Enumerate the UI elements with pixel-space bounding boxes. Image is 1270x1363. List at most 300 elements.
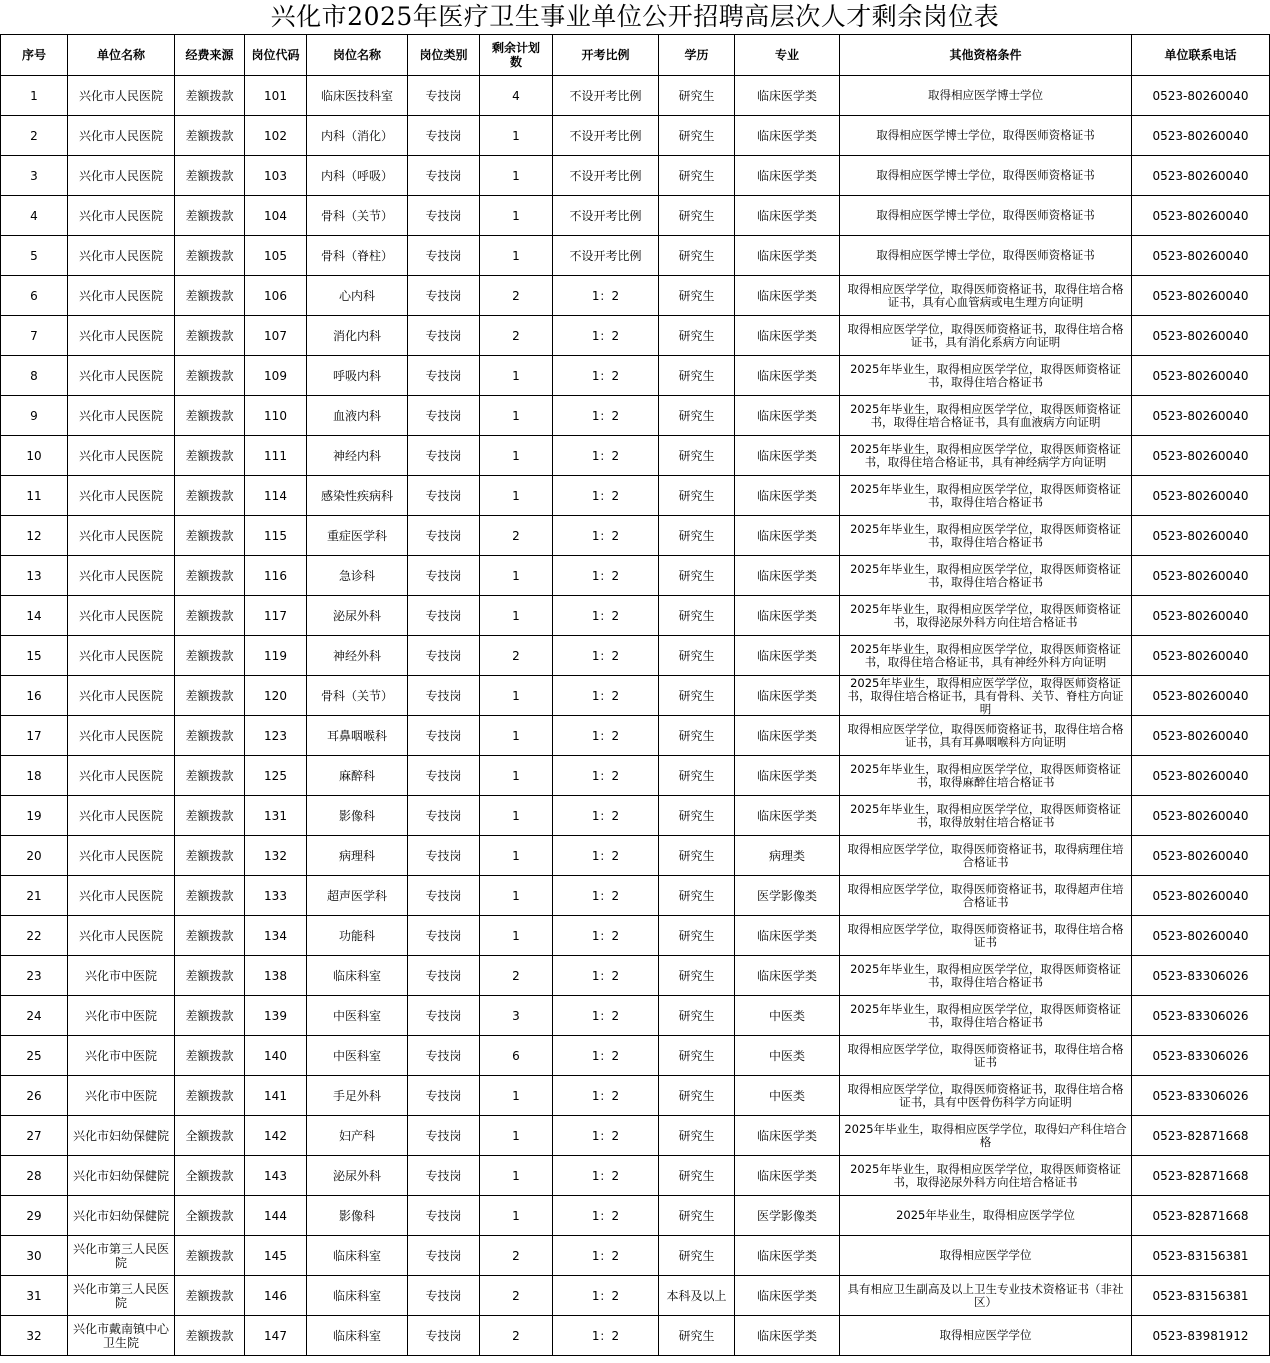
table-row [1, 1316, 1270, 1356]
table-row [1, 1276, 1270, 1316]
cell-post-type: 专技岗 [408, 1036, 480, 1076]
cell-phone: 0523-80260040 [1132, 356, 1270, 396]
col-header: 其他资格条件 [840, 35, 1132, 76]
cell-funding: 差额拨款 [175, 636, 245, 676]
conditions-text: 2025年毕业生，取得相应医学学位，取得医师资格证书，取得住培合格证书 [850, 1002, 1121, 1029]
cell-post-type: 专技岗 [408, 1076, 480, 1116]
cell-remaining: 1 [480, 796, 553, 836]
table-row [1, 1116, 1270, 1156]
cell-phone: 0523-80260040 [1132, 196, 1270, 236]
cell-post-name: 临床科室 [307, 956, 408, 996]
cell-post-name: 骨科（脊柱） [307, 236, 408, 276]
cell-post-code: 131 [245, 796, 307, 836]
conditions-text: 2025年毕业生，取得相应医学学位，取得医师资格证书，取得住培合格证书 [850, 562, 1121, 589]
cell-funding: 差额拨款 [175, 1276, 245, 1316]
cell-major: 临床医学类 [735, 556, 840, 596]
cell-unit-name: 兴化市人民医院 [68, 756, 175, 796]
cell-education: 研究生 [659, 1316, 735, 1356]
cell-ratio: 不设开考比例 [553, 236, 659, 276]
cell-education: 研究生 [659, 316, 735, 356]
conditions-text: 取得相应医学学位，取得医师资格证书，取得住培合格证书，具有消化系病方向证明 [847, 322, 1124, 349]
cell-major: 临床医学类 [735, 636, 840, 676]
table-row [1, 196, 1270, 236]
cell-unit-name: 兴化市人民医院 [68, 916, 175, 956]
cell-major: 临床医学类 [735, 1276, 840, 1316]
cell-post-type: 专技岗 [408, 636, 480, 676]
conditions-text: 取得相应医学学位 [939, 1249, 1032, 1262]
cell-post-type: 专技岗 [408, 596, 480, 636]
cell-funding: 全额拨款 [175, 1196, 245, 1236]
table-row [1, 316, 1270, 356]
cell-ratio: 1：2 [553, 796, 659, 836]
cell-unit-name: 兴化市人民医院 [68, 76, 175, 116]
cell-post-name: 感染性疾病科 [307, 476, 408, 516]
cell-ratio: 不设开考比例 [553, 196, 659, 236]
cell-post-name: 影像科 [307, 1196, 408, 1236]
table-row [1, 436, 1270, 476]
cell-index: 16 [1, 676, 68, 716]
cell-post-type: 专技岗 [408, 556, 480, 596]
cell-phone: 0523-80260040 [1132, 876, 1270, 916]
cell-unit-name: 兴化市人民医院 [68, 516, 175, 556]
cell-post-type: 专技岗 [408, 1316, 480, 1356]
cell-unit-name: 兴化市人民医院 [68, 836, 175, 876]
cell-post-type: 专技岗 [408, 436, 480, 476]
cell-unit-name: 兴化市妇幼保健院 [68, 1196, 175, 1236]
cell-education: 研究生 [659, 836, 735, 876]
cell-phone: 0523-80260040 [1132, 596, 1270, 636]
cell-ratio: 1：2 [553, 916, 659, 956]
cell-conditions [840, 436, 1132, 476]
conditions-text: 取得相应医学学位，取得医师资格证书，取得住培合格证书，具有耳鼻咽喉科方向证明 [847, 722, 1124, 749]
cell-remaining: 2 [480, 1236, 553, 1276]
cell-ratio: 1：2 [553, 1076, 659, 1116]
cell-funding: 全额拨款 [175, 1116, 245, 1156]
col-header: 经费来源 [175, 35, 245, 76]
conditions-text: 取得相应医学学位，取得医师资格证书，取得病理住培合格证书 [847, 842, 1124, 869]
cell-education: 研究生 [659, 1156, 735, 1196]
cell-funding: 差额拨款 [175, 236, 245, 276]
conditions-text: 取得相应医学博士学位，取得医师资格证书 [876, 129, 1095, 142]
cell-unit-name: 兴化市人民医院 [68, 796, 175, 836]
cell-post-type: 专技岗 [408, 476, 480, 516]
cell-post-name: 骨科（关节） [307, 196, 408, 236]
table-row [1, 156, 1270, 196]
cell-post-type: 专技岗 [408, 1276, 480, 1316]
table-row [1, 356, 1270, 396]
cell-index: 2 [1, 116, 68, 156]
cell-ratio: 1：2 [553, 716, 659, 756]
cell-ratio: 1：2 [553, 436, 659, 476]
cell-funding: 差额拨款 [175, 716, 245, 756]
cell-funding: 差额拨款 [175, 956, 245, 996]
cell-major: 临床医学类 [735, 1236, 840, 1276]
table-row [1, 116, 1270, 156]
cell-index: 9 [1, 396, 68, 436]
cell-education: 研究生 [659, 356, 735, 396]
cell-post-name: 呼吸内科 [307, 356, 408, 396]
cell-remaining: 2 [480, 516, 553, 556]
cell-conditions [840, 1236, 1132, 1276]
col-header: 序号 [1, 35, 68, 76]
col-header: 岗位名称 [307, 35, 408, 76]
cell-education: 研究生 [659, 556, 735, 596]
cell-funding: 差额拨款 [175, 556, 245, 596]
cell-ratio: 1：2 [553, 476, 659, 516]
cell-phone: 0523-80260040 [1132, 916, 1270, 956]
cell-index: 18 [1, 756, 68, 796]
cell-index: 22 [1, 916, 68, 956]
cell-remaining: 1 [480, 156, 553, 196]
cell-index: 26 [1, 1076, 68, 1116]
cell-post-code: 123 [245, 716, 307, 756]
cell-index: 11 [1, 476, 68, 516]
cell-conditions [840, 1196, 1132, 1236]
cell-remaining: 1 [480, 756, 553, 796]
cell-post-name: 病理科 [307, 836, 408, 876]
col-header: 单位名称 [68, 35, 175, 76]
cell-major: 临床医学类 [735, 956, 840, 996]
cell-education: 研究生 [659, 396, 735, 436]
positions-table [0, 34, 1270, 1356]
cell-ratio: 1：2 [553, 956, 659, 996]
cell-remaining: 1 [480, 356, 553, 396]
cell-education: 研究生 [659, 796, 735, 836]
conditions-text: 具有相应卫生副高及以上卫生专业技术资格证书（非社区） [847, 1282, 1124, 1309]
cell-index: 23 [1, 956, 68, 996]
cell-conditions [840, 556, 1132, 596]
table-row [1, 996, 1270, 1036]
cell-phone: 0523-82871668 [1132, 1116, 1270, 1156]
cell-post-name: 手足外科 [307, 1076, 408, 1116]
cell-ratio: 1：2 [553, 516, 659, 556]
cell-phone: 0523-80260040 [1132, 836, 1270, 876]
conditions-text: 取得相应医学学位，取得医师资格证书，取得住培合格证书 [847, 1042, 1124, 1069]
cell-phone: 0523-80260040 [1132, 476, 1270, 516]
conditions-text: 取得相应医学学位，取得医师资格证书，取得住培合格证书 [847, 922, 1124, 949]
cell-phone: 0523-83156381 [1132, 1276, 1270, 1316]
cell-education: 研究生 [659, 916, 735, 956]
cell-education: 研究生 [659, 276, 735, 316]
table-row [1, 1196, 1270, 1236]
cell-funding: 差额拨款 [175, 196, 245, 236]
cell-index: 7 [1, 316, 68, 356]
cell-education: 研究生 [659, 236, 735, 276]
cell-unit-name: 兴化市人民医院 [68, 356, 175, 396]
cell-ratio: 1：2 [553, 1196, 659, 1236]
conditions-text: 取得相应医学学位，取得医师资格证书，取得住培合格证书，具有心血管病或电生理方向证明 [847, 282, 1124, 309]
cell-unit-name: 兴化市人民医院 [68, 596, 175, 636]
table-row [1, 556, 1270, 596]
conditions-text: 2025年毕业生，取得相应医学学位，取得医师资格证书，取得住培合格证书 [850, 962, 1121, 989]
cell-remaining: 1 [480, 916, 553, 956]
cell-phone: 0523-83981912 [1132, 1316, 1270, 1356]
table-row [1, 956, 1270, 996]
table-row [1, 236, 1270, 276]
cell-post-code: 114 [245, 476, 307, 516]
cell-conditions [840, 196, 1132, 236]
col-header: 单位联系电话 [1132, 35, 1270, 76]
cell-post-code: 117 [245, 596, 307, 636]
cell-remaining: 1 [480, 1116, 553, 1156]
cell-conditions [840, 1036, 1132, 1076]
conditions-text: 2025年毕业生，取得相应医学学位，取得医师资格证书，取得住培合格证书 [850, 362, 1121, 389]
cell-post-type: 专技岗 [408, 916, 480, 956]
table-row [1, 636, 1270, 676]
cell-post-type: 专技岗 [408, 116, 480, 156]
cell-education: 研究生 [659, 636, 735, 676]
cell-funding: 差额拨款 [175, 1316, 245, 1356]
cell-education: 研究生 [659, 676, 735, 716]
cell-major: 临床医学类 [735, 796, 840, 836]
cell-post-code: 109 [245, 356, 307, 396]
conditions-text: 取得相应医学博士学位，取得医师资格证书 [876, 169, 1095, 182]
table-row [1, 836, 1270, 876]
cell-education: 研究生 [659, 756, 735, 796]
cell-remaining: 2 [480, 636, 553, 676]
cell-conditions [840, 156, 1132, 196]
cell-remaining: 2 [480, 956, 553, 996]
cell-ratio: 1：2 [553, 1316, 659, 1356]
cell-phone: 0523-80260040 [1132, 236, 1270, 276]
cell-phone: 0523-83306026 [1132, 956, 1270, 996]
cell-ratio: 1：2 [553, 1116, 659, 1156]
conditions-text: 取得相应医学博士学位，取得医师资格证书 [876, 209, 1095, 222]
cell-major: 临床医学类 [735, 236, 840, 276]
cell-funding: 差额拨款 [175, 476, 245, 516]
cell-major: 临床医学类 [735, 76, 840, 116]
cell-unit-name: 兴化市中医院 [68, 956, 175, 996]
cell-remaining: 1 [480, 1196, 553, 1236]
col-header: 开考比例 [553, 35, 659, 76]
cell-index: 30 [1, 1236, 68, 1276]
cell-post-code: 143 [245, 1156, 307, 1196]
cell-ratio: 不设开考比例 [553, 116, 659, 156]
cell-post-code: 116 [245, 556, 307, 596]
cell-unit-name: 兴化市人民医院 [68, 396, 175, 436]
cell-unit-name: 兴化市人民医院 [68, 236, 175, 276]
cell-post-type: 专技岗 [408, 996, 480, 1036]
cell-major: 临床医学类 [735, 596, 840, 636]
cell-index: 32 [1, 1316, 68, 1356]
cell-conditions [840, 396, 1132, 436]
cell-major: 临床医学类 [735, 1316, 840, 1356]
cell-funding: 差额拨款 [175, 1036, 245, 1076]
cell-ratio: 1：2 [553, 596, 659, 636]
cell-remaining: 1 [480, 436, 553, 476]
cell-phone: 0523-80260040 [1132, 796, 1270, 836]
cell-ratio: 1：2 [553, 636, 659, 676]
table-row [1, 876, 1270, 916]
page-title: 兴化市2025年医疗卫生事业单位公开招聘高层次人才剩余岗位表 [270, 2, 1000, 31]
cell-major: 临床医学类 [735, 156, 840, 196]
cell-funding: 差额拨款 [175, 76, 245, 116]
cell-phone: 0523-83156381 [1132, 1236, 1270, 1276]
cell-remaining: 2 [480, 316, 553, 356]
cell-conditions [840, 956, 1132, 996]
cell-index: 8 [1, 356, 68, 396]
cell-conditions [840, 276, 1132, 316]
cell-education: 研究生 [659, 156, 735, 196]
col-header: 专业 [735, 35, 840, 76]
cell-post-name: 临床科室 [307, 1316, 408, 1356]
cell-post-code: 107 [245, 316, 307, 356]
cell-post-code: 139 [245, 996, 307, 1036]
cell-phone: 0523-80260040 [1132, 676, 1270, 716]
cell-ratio: 1：2 [553, 876, 659, 916]
conditions-text: 2025年毕业生，取得相应医学学位，取得医师资格证书，取得住培合格证书 [850, 482, 1121, 509]
cell-remaining: 3 [480, 996, 553, 1036]
cell-education: 研究生 [659, 116, 735, 156]
conditions-text: 取得相应医学学位 [939, 1329, 1032, 1342]
cell-funding: 差额拨款 [175, 836, 245, 876]
conditions-text: 取得相应医学博士学位 [928, 89, 1043, 102]
cell-unit-name: 兴化市妇幼保健院 [68, 1156, 175, 1196]
cell-post-name: 神经内科 [307, 436, 408, 476]
cell-ratio: 不设开考比例 [553, 156, 659, 196]
cell-phone: 0523-82871668 [1132, 1196, 1270, 1236]
cell-phone: 0523-80260040 [1132, 76, 1270, 116]
cell-index: 14 [1, 596, 68, 636]
cell-unit-name: 兴化市人民医院 [68, 676, 175, 716]
cell-phone: 0523-80260040 [1132, 716, 1270, 756]
table-row [1, 676, 1270, 716]
cell-post-name: 内科（消化） [307, 116, 408, 156]
cell-post-code: 125 [245, 756, 307, 796]
cell-major: 临床医学类 [735, 396, 840, 436]
cell-education: 研究生 [659, 76, 735, 116]
cell-conditions [840, 1076, 1132, 1116]
cell-remaining: 1 [480, 116, 553, 156]
cell-funding: 差额拨款 [175, 916, 245, 956]
conditions-text: 2025年毕业生，取得相应医学学位，取得医师资格证书，取得放射住培合格证书 [850, 802, 1121, 829]
cell-post-code: 142 [245, 1116, 307, 1156]
cell-education: 研究生 [659, 876, 735, 916]
cell-index: 17 [1, 716, 68, 756]
cell-post-code: 132 [245, 836, 307, 876]
cell-funding: 差额拨款 [175, 676, 245, 716]
cell-conditions [840, 716, 1132, 756]
cell-ratio: 不设开考比例 [553, 76, 659, 116]
cell-conditions [840, 236, 1132, 276]
conditions-text: 2025年毕业生，取得相应医学学位，取得医师资格证书，取得住培合格证书，具有血液病方向证明 [850, 402, 1121, 429]
cell-remaining: 2 [480, 276, 553, 316]
cell-post-type: 专技岗 [408, 1156, 480, 1196]
cell-remaining: 1 [480, 1156, 553, 1196]
cell-index: 20 [1, 836, 68, 876]
cell-major: 中医类 [735, 1076, 840, 1116]
cell-remaining: 2 [480, 1316, 553, 1356]
cell-funding: 差额拨款 [175, 756, 245, 796]
cell-post-type: 专技岗 [408, 156, 480, 196]
cell-major: 临床医学类 [735, 436, 840, 476]
cell-phone: 0523-80260040 [1132, 636, 1270, 676]
cell-unit-name: 兴化市妇幼保健院 [68, 1116, 175, 1156]
cell-ratio: 1：2 [553, 356, 659, 396]
conditions-text: 2025年毕业生，取得相应医学学位 [896, 1209, 1075, 1222]
cell-major: 病理类 [735, 836, 840, 876]
cell-post-code: 104 [245, 196, 307, 236]
table-body [1, 76, 1270, 1356]
cell-post-name: 泌尿外科 [307, 1156, 408, 1196]
cell-post-type: 专技岗 [408, 756, 480, 796]
cell-education: 研究生 [659, 516, 735, 556]
cell-ratio: 1：2 [553, 996, 659, 1036]
cell-post-type: 专技岗 [408, 236, 480, 276]
cell-major: 中医类 [735, 1036, 840, 1076]
cell-conditions [840, 596, 1132, 636]
cell-education: 研究生 [659, 996, 735, 1036]
cell-post-code: 133 [245, 876, 307, 916]
cell-post-type: 专技岗 [408, 876, 480, 916]
cell-unit-name: 兴化市人民医院 [68, 156, 175, 196]
cell-ratio: 1：2 [553, 316, 659, 356]
cell-ratio: 1：2 [553, 396, 659, 436]
cell-education: 研究生 [659, 1236, 735, 1276]
cell-unit-name: 兴化市中医院 [68, 1076, 175, 1116]
cell-unit-name: 兴化市第三人民医院 [68, 1276, 175, 1316]
cell-index: 10 [1, 436, 68, 476]
cell-index: 4 [1, 196, 68, 236]
cell-funding: 全额拨款 [175, 1156, 245, 1196]
cell-ratio: 1：2 [553, 1036, 659, 1076]
cell-conditions [840, 636, 1132, 676]
table-row [1, 76, 1270, 116]
cell-major: 临床医学类 [735, 116, 840, 156]
cell-major: 临床医学类 [735, 1156, 840, 1196]
cell-post-code: 119 [245, 636, 307, 676]
cell-phone: 0523-80260040 [1132, 156, 1270, 196]
cell-post-type: 专技岗 [408, 276, 480, 316]
cell-post-type: 专技岗 [408, 956, 480, 996]
cell-unit-name: 兴化市人民医院 [68, 436, 175, 476]
cell-index: 3 [1, 156, 68, 196]
cell-unit-name: 兴化市人民医院 [68, 116, 175, 156]
cell-post-type: 专技岗 [408, 516, 480, 556]
cell-remaining: 1 [480, 196, 553, 236]
cell-post-code: 105 [245, 236, 307, 276]
cell-post-type: 专技岗 [408, 676, 480, 716]
cell-post-code: 134 [245, 916, 307, 956]
cell-ratio: 1：2 [553, 556, 659, 596]
cell-funding: 差额拨款 [175, 1236, 245, 1276]
cell-ratio: 1：2 [553, 1236, 659, 1276]
header-row [1, 35, 1270, 76]
cell-post-code: 111 [245, 436, 307, 476]
cell-remaining: 1 [480, 396, 553, 436]
conditions-text: 2025年毕业生，取得相应医学学位，取得医师资格证书，取得住培合格证书，具有神经病学方向证明 [850, 442, 1121, 469]
cell-post-name: 骨科（关节） [307, 676, 408, 716]
cell-post-type: 专技岗 [408, 76, 480, 116]
cell-conditions [840, 756, 1132, 796]
cell-funding: 差额拨款 [175, 796, 245, 836]
cell-post-name: 临床科室 [307, 1276, 408, 1316]
cell-remaining: 4 [480, 76, 553, 116]
cell-index: 21 [1, 876, 68, 916]
cell-ratio: 1：2 [553, 756, 659, 796]
col-header: 岗位代码 [245, 35, 307, 76]
cell-post-type: 专技岗 [408, 356, 480, 396]
cell-phone: 0523-82871668 [1132, 1156, 1270, 1196]
cell-post-name: 泌尿外科 [307, 596, 408, 636]
cell-post-code: 110 [245, 396, 307, 436]
cell-funding: 差额拨款 [175, 116, 245, 156]
cell-index: 1 [1, 76, 68, 116]
cell-funding: 差额拨款 [175, 356, 245, 396]
cell-education: 研究生 [659, 436, 735, 476]
cell-post-name: 影像科 [307, 796, 408, 836]
cell-post-type: 专技岗 [408, 196, 480, 236]
